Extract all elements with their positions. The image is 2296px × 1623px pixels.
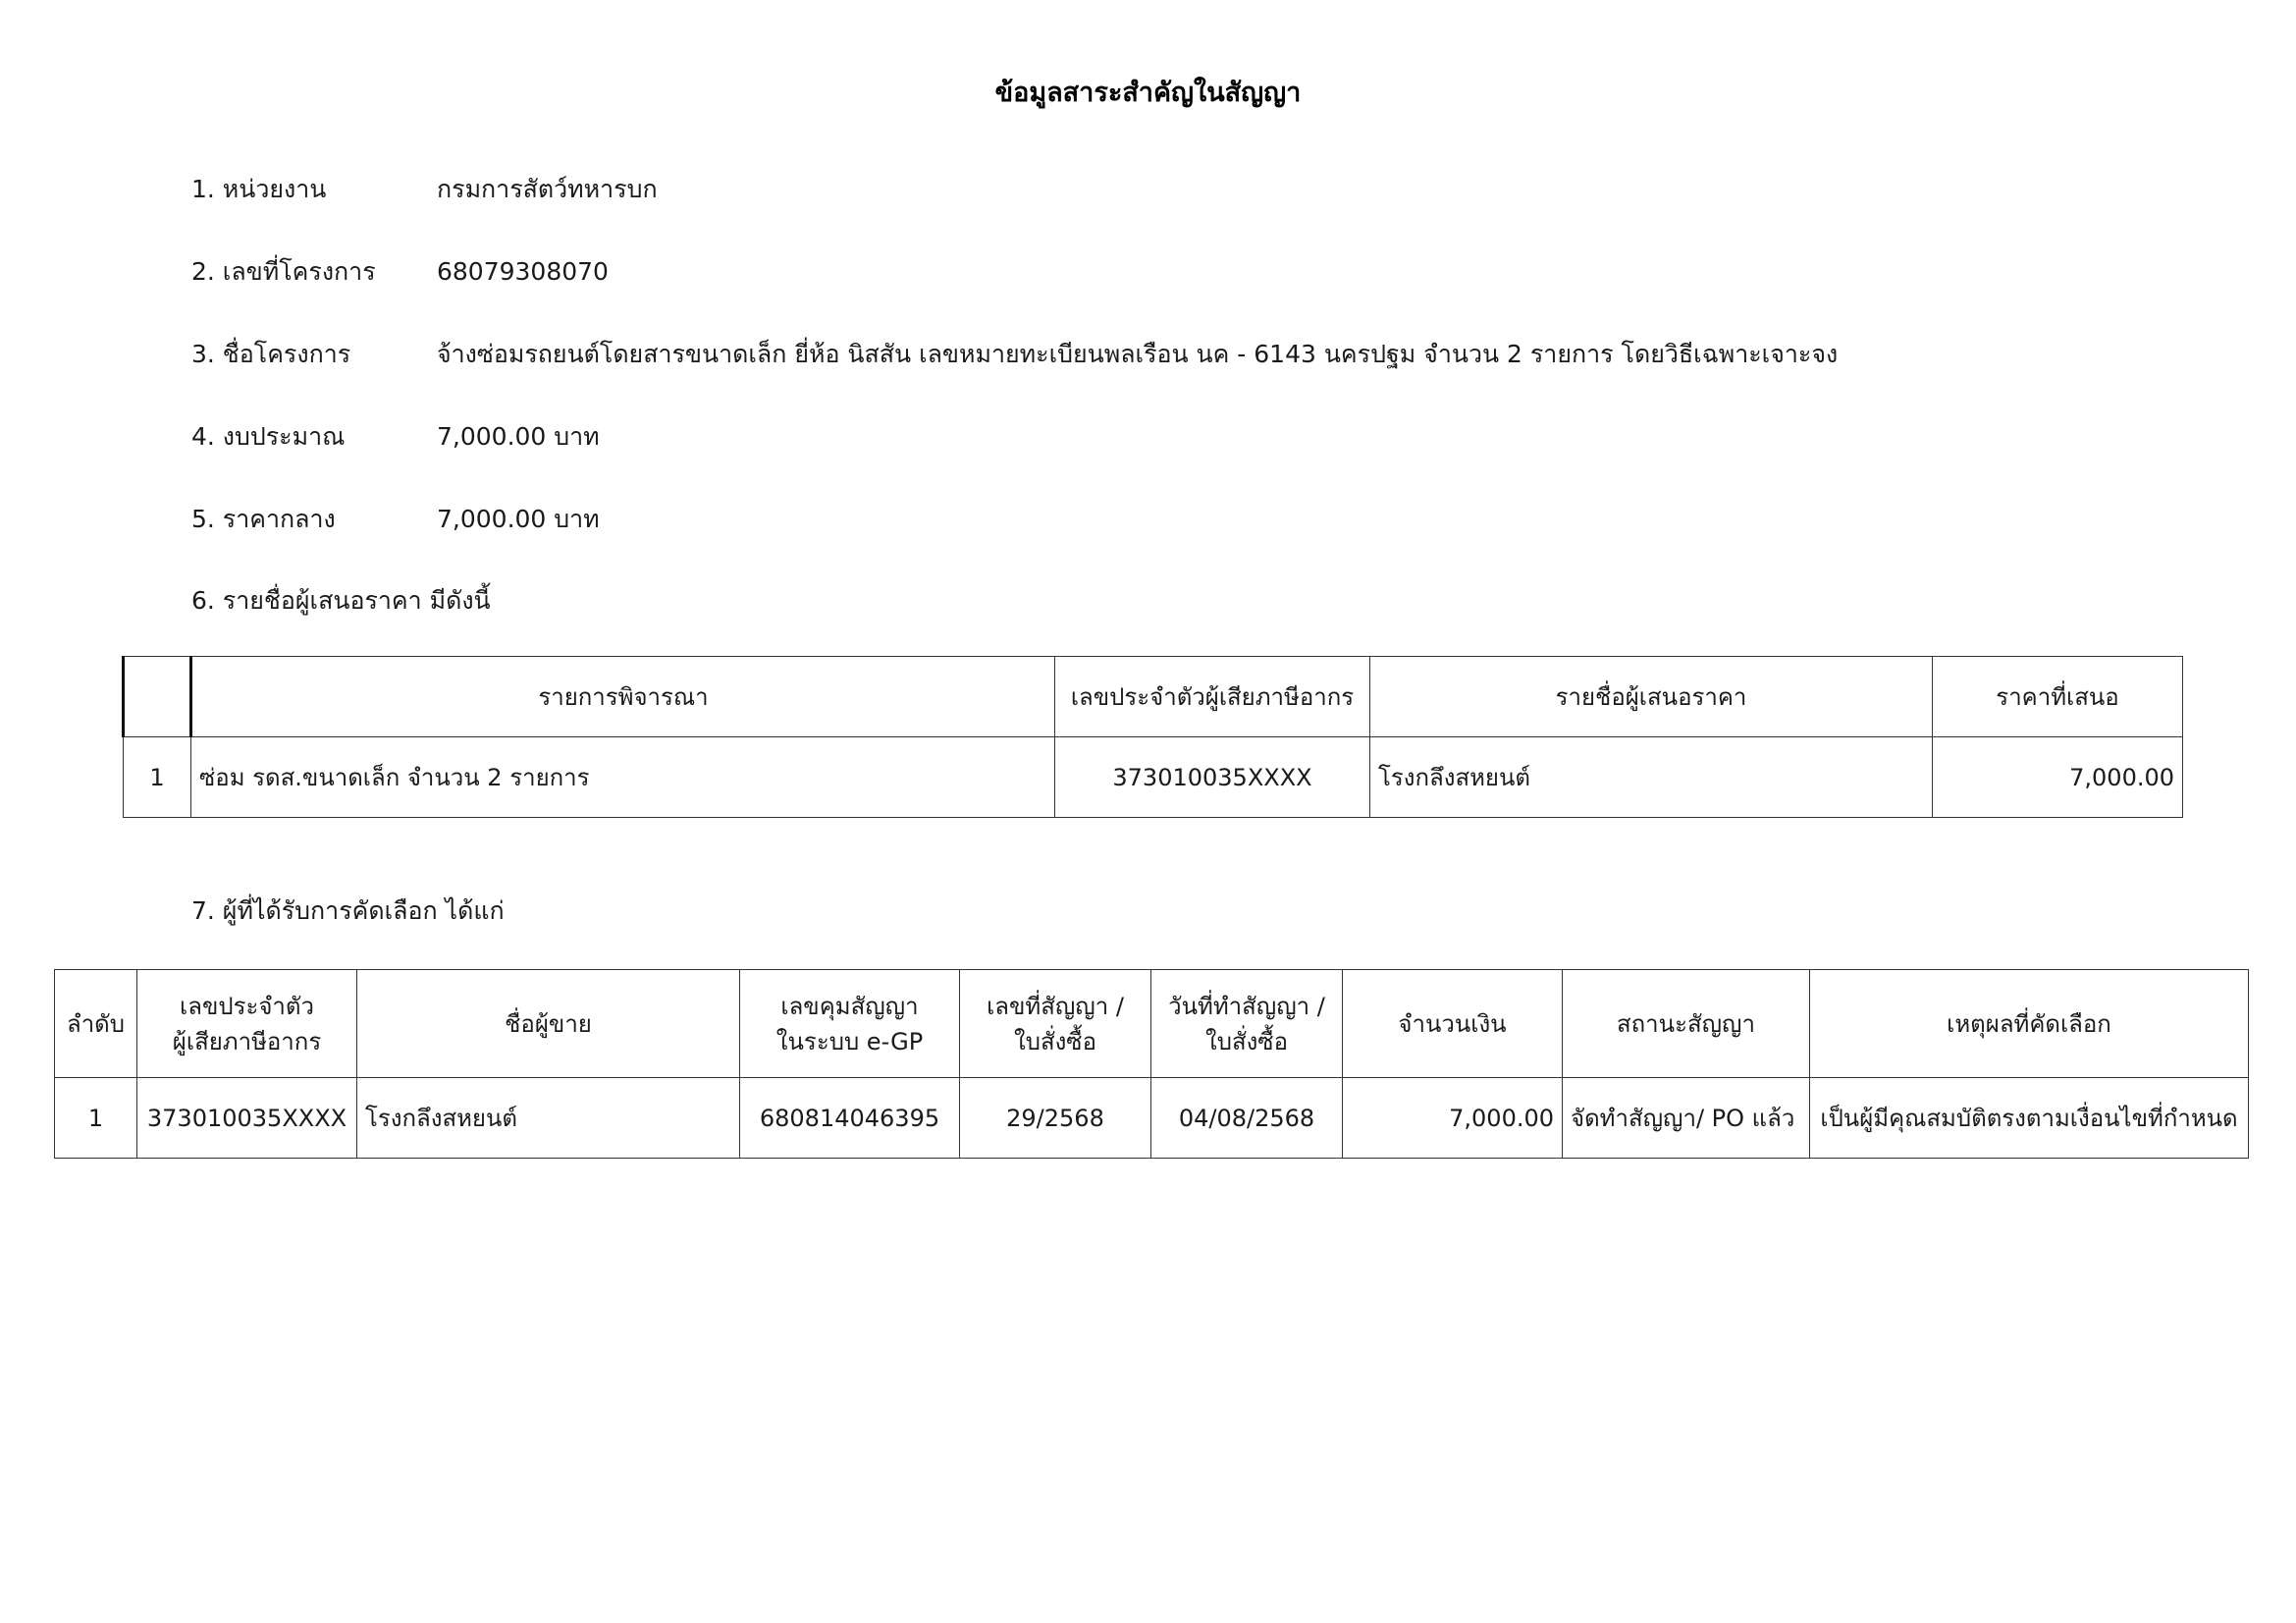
selected-header-seller-line1: ชื่อผู้ขาย — [505, 1009, 592, 1038]
selected-header-egp-number — [740, 970, 960, 1078]
bidders-header-bidder: รายชื่อผู้เสนอราคา — [1370, 657, 1933, 737]
selected-header-reason — [1810, 970, 2249, 1078]
selected-header-contract-number-line2: ใบสั่งซื้อ — [1013, 1027, 1097, 1055]
selected-cell-reason: เป็นผู้มีคุณสมบัติตรงตามเงื่อนไขที่กำหนด — [1810, 1078, 2249, 1159]
selected-header-reason-line1: เหตุผลที่คัดเลือก — [1947, 1009, 2111, 1038]
bidders-cell-index: 1 — [124, 737, 191, 818]
selected-header-contract-date-line2: ใบสั่งซื้อ — [1204, 1027, 1289, 1055]
selected-table-header-row — [55, 970, 2249, 1078]
selected-cell-amount: 7,000.00 — [1343, 1078, 1563, 1159]
selected-header-tax-id-line1: เลขประจำตัว — [180, 992, 314, 1020]
selected-header-contract-number-line1: เลขที่สัญญา / — [987, 992, 1124, 1020]
field-median-price-value: 7,000.00 บาท — [437, 505, 600, 533]
selected-cell-egp-number: 680814046395 — [740, 1078, 960, 1159]
selected-cell-contract-number: 29/2568 — [960, 1078, 1151, 1159]
selected-header-contract-number — [960, 970, 1151, 1078]
selected-header-amount — [1343, 970, 1563, 1078]
bidders-header-tax-id: เลขประจำตัวผู้เสียภาษีอากร — [1055, 657, 1370, 737]
bidders-heading: 6. รายชื่อผู้เสนอราคา มีดังนี้ — [191, 586, 491, 615]
field-project-name-label: 3. ชื่อโครงการ — [191, 340, 351, 368]
selected-header-status-line1: สถานะสัญญา — [1617, 1009, 1755, 1038]
table-row — [55, 1078, 2249, 1159]
selected-cell-order: 1 — [55, 1078, 137, 1159]
field-project-number — [191, 252, 609, 292]
selected-header-amount-line1: จำนวนเงิน — [1398, 1009, 1507, 1038]
field-budget-value: 7,000.00 บาท — [437, 422, 600, 451]
field-project-number-label: 2. เลขที่โครงการ — [191, 257, 376, 286]
selected-heading: 7. ผู้ที่ได้รับการคัดเลือก ได้แก่ — [191, 896, 505, 925]
field-budget — [191, 417, 600, 457]
selected-cell-tax-id: 373010035XXXX — [137, 1078, 357, 1159]
field-budget-label: 4. งบประมาณ — [191, 422, 346, 451]
selected-header-order — [55, 970, 137, 1078]
selected-header-egp-number-line1: เลขคุมสัญญา — [780, 992, 919, 1020]
document-title: ข้อมูลสาระสำคัญในสัญญา — [994, 78, 1302, 108]
field-agency-label: 1. หน่วยงาน — [191, 175, 327, 203]
selected-cell-status: จัดทำสัญญา/ PO แล้ว — [1563, 1078, 1810, 1159]
table-row — [124, 737, 2183, 818]
selected-header-contract-date-line1: วันที่ทำสัญญา / — [1168, 992, 1325, 1020]
field-project-name — [191, 335, 1838, 374]
bidders-header-price: ราคาที่เสนอ — [1933, 657, 2183, 737]
selected-header-contract-date — [1151, 970, 1343, 1078]
selected-header-tax-id-line2: ผู้เสียภาษีอากร — [172, 1027, 322, 1055]
field-agency — [191, 170, 658, 209]
selected-header-status — [1563, 970, 1810, 1078]
selected-header-egp-number-line2: ในระบบ e-GP — [775, 1027, 924, 1055]
bidders-header-item: รายการพิจารณา — [191, 657, 1055, 737]
field-project-name-value: จ้างซ่อมรถยนต์โดยสารขนาดเล็ก ยี่ห้อ นิสสัน เลขหมายทะเบียนพลเรือน นค - 6143 นครปฐม จำนวน 2 รายการ โดยวิธีเฉพาะเจาะจง — [437, 340, 1839, 368]
selected-header-tax-id — [137, 970, 357, 1078]
selected-table — [54, 969, 2249, 1159]
field-median-price — [191, 500, 600, 539]
selected-header-order-line1: ลำดับ — [66, 1009, 125, 1038]
field-project-number-value: 68079308070 — [437, 257, 609, 286]
bidders-cell-bidder: โรงกลึงสหยนต์ — [1370, 737, 1933, 818]
field-agency-value: กรมการสัตว์ทหารบก — [437, 175, 658, 203]
bidders-cell-price: 7,000.00 — [1933, 737, 2183, 818]
bidders-table-header-row — [124, 657, 2183, 737]
bidders-table — [122, 656, 2183, 818]
bidders-header-index — [124, 657, 191, 737]
selected-cell-contract-date: 04/08/2568 — [1151, 1078, 1343, 1159]
bidders-cell-item: ซ่อม รดส.ขนาดเล็ก จำนวน 2 รายการ — [191, 737, 1055, 818]
field-median-price-label: 5. ราคากลาง — [191, 505, 336, 533]
selected-cell-seller: โรงกลึงสหยนต์ — [357, 1078, 740, 1159]
bidders-cell-tax-id: 373010035XXXX — [1055, 737, 1370, 818]
selected-header-seller — [357, 970, 740, 1078]
